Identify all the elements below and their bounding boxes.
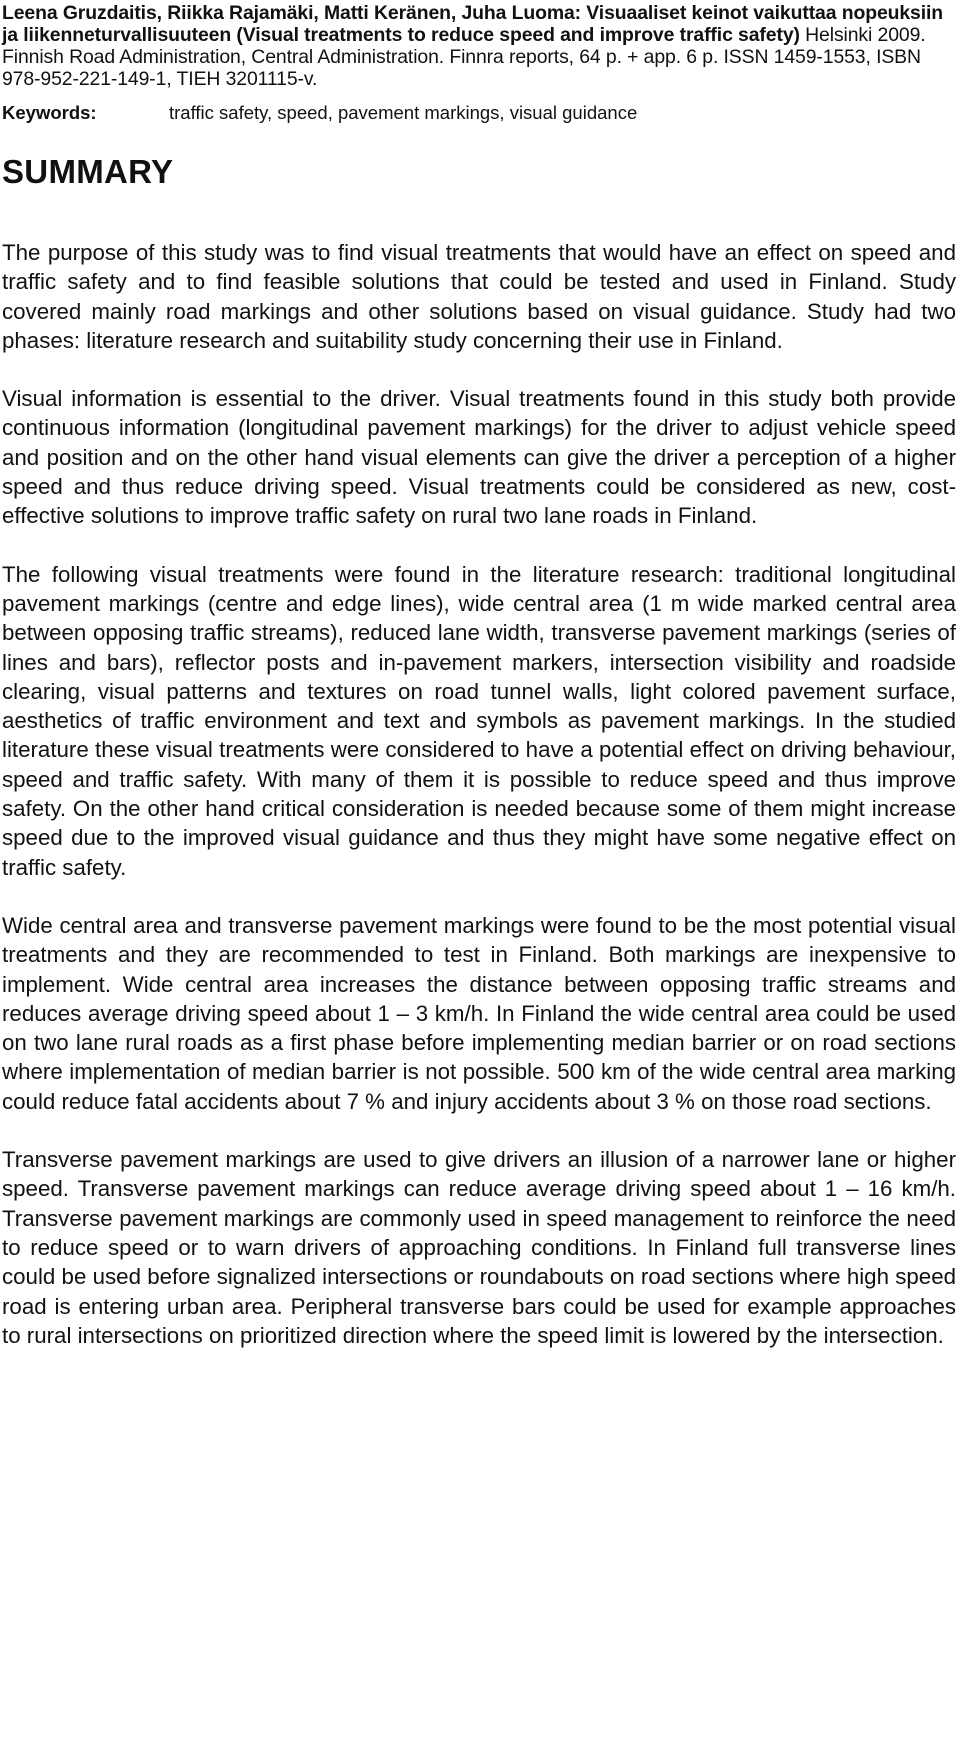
keywords-value: traffic safety, speed, pavement markings, visual guidance (169, 102, 638, 123)
citation (2, 0, 956, 90)
summary-body (2, 238, 956, 1350)
summary-paragraph-4: Wide central area and transverse pavement markings were found to be the most potential visual treatments and they are recommended to test in Finland. Both markings are inexpensive to implement. Wide central area increases the distance between opposing traffic streams and reduces average driving speed about 1 – 3 km/h. In Finland the wide central area could be used on two lane rural roads as a first phase before implementing median barrier or on road sections where implementation of median barrier is not possible. 500 km of the wide central area marking could reduce fatal accidents about 7 % and injury accidents about 3 % on those road sections. (2, 912, 956, 1114)
citation-publication: Helsinki 2009. Finnish Road Administration, Central Administration. Finnra reports, 64 p. + app. 6 p. ISSN 1459-1553, ISBN 978-952-221-149-1, TIEH 3201115-v. (2, 24, 926, 90)
citation-authors-title: Leena Gruzdaitis, Riikka Rajamäki, Matti Keränen, Juha Luoma: Visuaaliset keinot vaikuttaa nopeuksiin ja liikenneturvallisuuteen (Visual treatments to reduce speed and improve traffic safety) (2, 2, 944, 46)
summary-paragraph-1: The purpose of this study was to find visual treatments that would have an effect on speed and traffic safety and to find feasible solutions that could be tested and used in Finland. Study covered mainly road markings and other solutions based on visual guidance. Study had two phases: literature research and suitability study concerning their use in Finland. (2, 240, 956, 353)
summary-paragraph-3: The following visual treatments were found in the literature research: traditional longitudinal pavement markings (centre and edge lines), wide central area (1 m wide marked central area between opposing traffic streams), reduced lane width, transverse pavement markings (series of lines and bars), reflector posts and in-pavement markers, intersection visibility and roadside clearing, visual patterns and textures on road tunnel walls, light colored pavement surface, aesthetics of traffic environment and text and symbols as pavement markings. In the studied literature these visual treatments were considered to have a potential effect on driving behaviour, speed and traffic safety. With many of them it is possible to reduce speed and thus improve safety. On the other hand critical consideration is needed because some of them might increase speed due to the improved visual guidance and thus they might have some negative effect on traffic safety. (2, 561, 956, 880)
summary-paragraph-5: Transverse pavement markings are used to give drivers an illusion of a narrower lane or higher speed. Transverse pavement markings can reduce average driving speed about 1 – 16 km/h. Transverse pavement markings are commonly used in speed management to reinforce the need to reduce speed or to warn drivers of approaching conditions. In Finland full transverse lines could be used before signalized intersections or roundabouts on road sections where high speed road is entering urban area. Peripheral transverse bars could be used for example approaches to rural intersections on prioritized direction where the speed limit is lowered by the intersection. (2, 1147, 956, 1348)
summary-heading: SUMMARY (2, 153, 174, 190)
keywords-row (2, 102, 956, 124)
summary-paragraph-2: Visual information is essential to the driver. Visual treatments found in this study both provide continuous information (longitudinal pavement markings) for the driver to adjust vehicle speed and position and on the other hand visual elements can give the driver a perception of a higher speed and thus reduce driving speed. Visual treatments could be considered as new, cost-effective solutions to improve traffic safety on rural two lane roads in Finland. (2, 386, 956, 529)
keywords-label: Keywords: (2, 102, 97, 123)
